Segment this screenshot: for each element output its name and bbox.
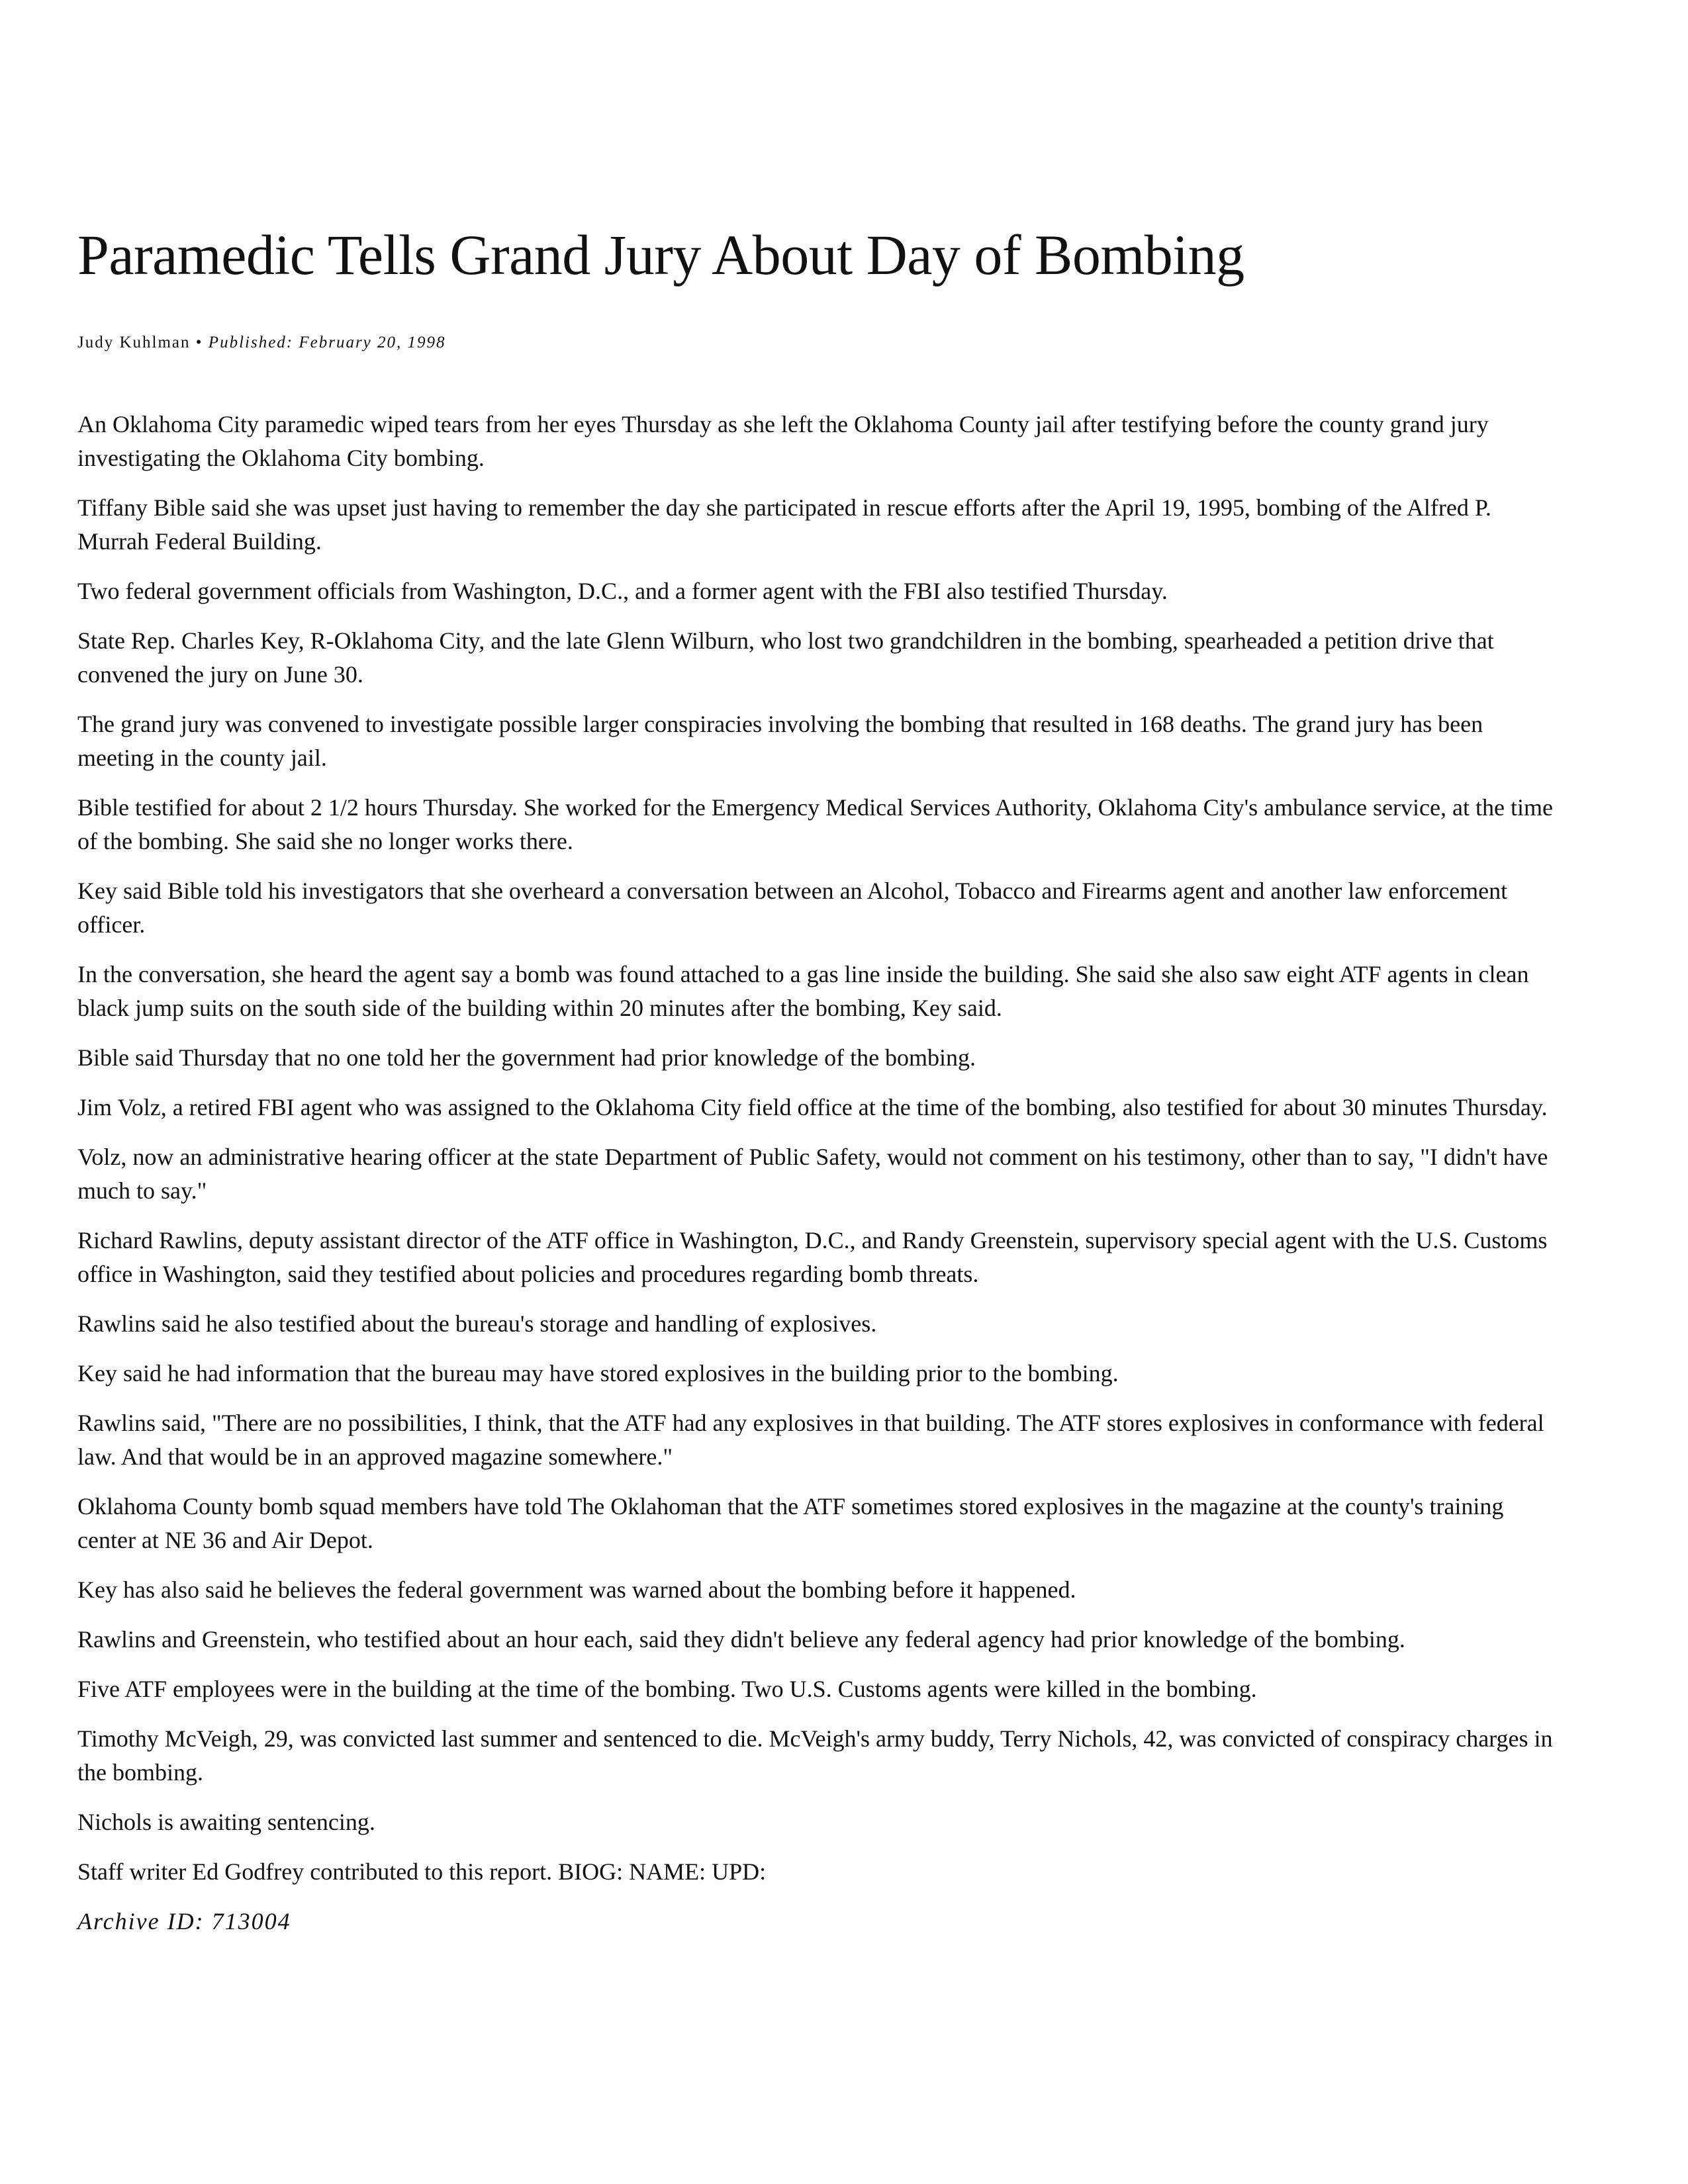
article-paragraph: Tiffany Bible said she was upset just having to remember the day she participated in rescue efforts after the April 19, 1995, bombing of the Alfred P. Murrah Federal Building. bbox=[77, 494, 1491, 555]
article-page bbox=[77, 224, 1560, 1954]
byline bbox=[77, 333, 1560, 353]
author-name: Judy Kuhlman bbox=[77, 333, 191, 351]
archive-id: Archive ID: 713004 bbox=[77, 1907, 291, 1934]
article-paragraph: Two federal government officials from Washington, D.C., and a former agent with the FBI also testified Thursday. bbox=[77, 577, 1168, 604]
article-paragraph: Five ATF employees were in the building at the time of the bombing. Two U.S. Customs agents were killed in the bombing. bbox=[77, 1675, 1257, 1702]
article-paragraph: Volz, now an administrative hearing officer at the state Department of Public Safety, would not comment on his testimony, other than to say, "I didn't have much to say." bbox=[77, 1143, 1548, 1204]
article-paragraph: State Rep. Charles Key, R-Oklahoma City, and the late Glenn Wilburn, who lost two grandchildren in the bombing, spearheaded a petition drive that convened the jury on June 30. bbox=[77, 627, 1494, 688]
article-paragraph: Bible testified for about 2 1/2 hours Thursday. She worked for the Emergency Medical Services Authority, Oklahoma City's ambulance service, at the time of the bombing. She said she no longer works there. bbox=[77, 794, 1553, 854]
article-paragraph: Staff writer Ed Godfrey contributed to this report. BIOG: NAME: UPD: bbox=[77, 1858, 767, 1885]
article-body bbox=[77, 408, 1560, 1938]
article-paragraph: Key has also said he believes the federal government was warned about the bombing before it happened. bbox=[77, 1576, 1076, 1603]
article-paragraph: Rawlins said he also testified about the bureau's storage and handling of explosives. bbox=[77, 1310, 877, 1337]
publish-date: Published: February 20, 1998 bbox=[208, 333, 446, 351]
article-paragraph: Timothy McVeigh, 29, was convicted last summer and sentenced to die. McVeigh's army buddy, Terry Nichols, 42, was convicted of conspiracy charges in the bombing. bbox=[77, 1725, 1553, 1786]
article-paragraph: Rawlins and Greenstein, who testified about an hour each, said they didn't believe any federal agency had prior knowledge of the bombing. bbox=[77, 1625, 1405, 1653]
article-paragraph: An Oklahoma City paramedic wiped tears from her eyes Thursday as she left the Oklahoma County jail after testifying before the county grand jury investigating the Oklahoma City bombing. bbox=[77, 410, 1489, 471]
article-paragraph: Nichols is awaiting sentencing. bbox=[77, 1808, 375, 1835]
article-headline: Paramedic Tells Grand Jury About Day of Bombing bbox=[77, 223, 1244, 287]
article-paragraph: Oklahoma County bomb squad members have told The Oklahoman that the ATF sometimes stored explosives in the magazine at the county's training center at NE 36 and Air Depot. bbox=[77, 1492, 1504, 1553]
article-paragraph: Key said he had information that the bureau may have stored explosives in the building prior to the bombing. bbox=[77, 1359, 1119, 1387]
article-paragraph: Richard Rawlins, deputy assistant director of the ATF office in Washington, D.C., and Randy Greenstein, supervisory special agent with the U.S. Customs office in Washington, said they testified about policies and procedures regarding bomb threats. bbox=[77, 1226, 1548, 1287]
article-paragraph: Key said Bible told his investigators that she overheard a conversation between an Alcohol, Tobacco and Firearms agent and another law enforcement officer. bbox=[77, 877, 1508, 938]
article-paragraph: The grand jury was convened to investigate possible larger conspiracies involving the bombing that resulted in 168 deaths. The grand jury has been meeting in the county jail. bbox=[77, 710, 1483, 771]
article-paragraph: Jim Volz, a retired FBI agent who was assigned to the Oklahoma City field office at the time of the bombing, also testified for about 30 minutes Thursday. bbox=[77, 1093, 1548, 1120]
article-paragraph: Bible said Thursday that no one told her the government had prior knowledge of the bombing. bbox=[77, 1044, 976, 1071]
byline-separator: • bbox=[195, 333, 203, 351]
article-paragraph: In the conversation, she heard the agent say a bomb was found attached to a gas line inside the building. She said she also saw eight ATF agents in clean black jump suits on the south side of the building within 20 minutes after the bombing, Key said. bbox=[77, 960, 1529, 1021]
article-paragraph: Rawlins said, "There are no possibilities, I think, that the ATF had any explosives in that building. The ATF stores explosives in conformance with federal law. And that would be in an approved magazine somewhere." bbox=[77, 1409, 1544, 1470]
